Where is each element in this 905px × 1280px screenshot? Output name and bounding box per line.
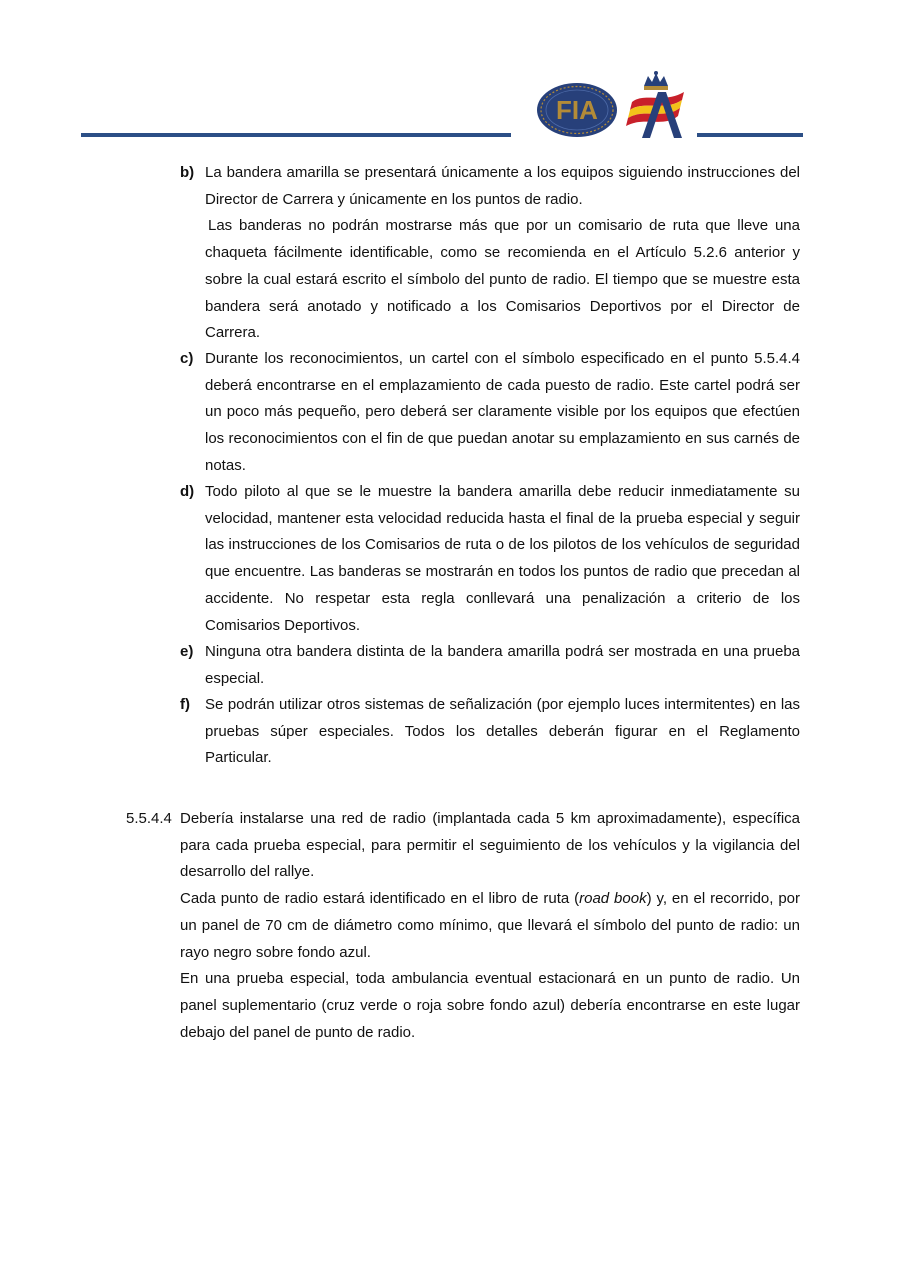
fia-logo: [536, 82, 618, 138]
list-item-e: [180, 639, 800, 692]
paragraph: Ninguna otra bandera distinta de la bandera amarilla podrá ser mostrada en una prueba especial.: [205, 643, 800, 687]
list-label: e): [180, 643, 194, 660]
paragraph: Durante los reconocimientos, un cartel con el símbolo especificado en el punto 5.5.4.4 deberá encontrarse en el emplazamiento de cada puesto de radio. Este cartel podrá ser un poco más pequeño, pero deberá ser claramente visible por los equipos que efectúen los reconocimientos con el fin de que puedan anotar su emplazamiento en sus carnés de notas.: [205, 350, 800, 474]
svg-text:RFEDA: RFEDA: [654, 138, 658, 139]
section-5-5-4-4: [126, 806, 800, 1046]
paragraph: La bandera amarilla se presentará únicamente a los equipos siguiendo instrucciones del Director de Carrera y únicamente en los puntos de radio.: [205, 164, 800, 208]
list-label: c): [180, 350, 194, 367]
paragraph: En una prueba especial, toda ambulancia eventual estacionará en un punto de radio. Un panel suplementario (cruz verde o roja sobre fondo azul) debería encontrarse en este lugar debajo del panel de punto de radio.: [180, 970, 800, 1041]
paragraph: Todo piloto al que se le muestre la bandera amarilla debe reducir inmediatamente su velocidad, mantener esta velocidad reducida hasta el final de la prueba especial y seguir las instrucciones de los Comisarios de ruta o de los pilotos de los vehículos de seguridad que encuentre. Las banderas se mostrarán en todos los puntos de radio que precedan al accidente. No respetar esta regla conllevará una penalización a criterio de los Comisarios Deportivos.: [205, 483, 800, 634]
header-rule-right: [697, 133, 803, 137]
paragraph: Se podrán utilizar otros sistemas de señalización (por ejemplo luces intermitentes) en las pruebas súper especiales. Todos los detalles deberán figurar en el Reglamento Particular.: [205, 696, 800, 767]
list-item-b: [180, 160, 800, 347]
list-label: d): [180, 483, 195, 500]
paragraph: Las banderas no podrán mostrarse más que por un comisario de ruta que lleve una chaqueta fácilmente identificable, como se recomienda en el Artículo 5.2.6 anterior y sobre la cual estará escrito el símbolo del punto de radio. El tiempo que se muestre esta bandera será anotado y notificado a los Comisarios Deportivos por el Director de Carrera.: [205, 217, 800, 342]
list-item-d: [180, 479, 800, 639]
paragraph: Debería instalarse una red de radio (implantada cada 5 km aproximadamente), específica para cada prueba especial, para permitir el seguimiento de los vehículos y la vigilancia del desarrollo del rallye.: [180, 810, 800, 881]
list-label: b): [180, 164, 195, 181]
list-label: f): [180, 696, 190, 713]
italic-term: road book: [579, 890, 647, 908]
page-header: [0, 0, 905, 150]
section-number: 5.5.4.4: [126, 810, 172, 827]
header-rule-left: [81, 133, 511, 137]
paragraph: Cada punto de radio estará identificado en el libro de ruta (road book) y, en el recorrido, por un panel de 70 cm de diámetro como mínimo, que llevará el símbolo del punto de radio: un rayo negro sobre fondo azul.: [180, 890, 801, 961]
svg-text:FIA: FIA: [556, 95, 598, 125]
list-item-c: [180, 346, 800, 480]
rfeda-logo: [624, 70, 688, 140]
list-item-f: [180, 692, 800, 772]
